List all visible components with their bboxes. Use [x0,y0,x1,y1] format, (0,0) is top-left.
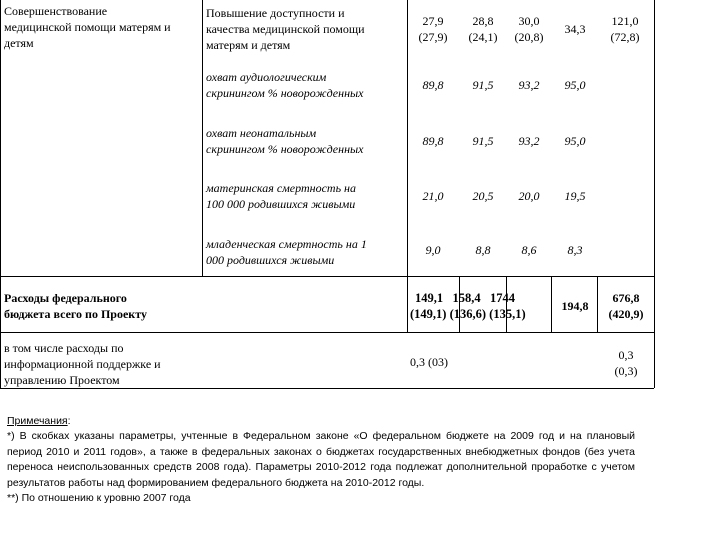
indicator-label-4: младенческая смертность на 1 000 родившихся живыми [206,237,367,267]
indicator-3-value-3: 20,0 [518,189,540,203]
indicator-label-2: охват неонатальным скринингом % новорожденных [206,126,364,156]
column-divider-year4 [551,276,552,332]
table-border-bottom [0,388,654,389]
expenses-values: 149,1 158,4 1744 (149,1) (136,6) (135,1) [410,291,526,321]
indicator-2-value-1: 89,8 [422,134,444,148]
subtask-title: Повышение доступности и качества медицинской помощи матерям и детям [206,6,365,52]
notes-footnote: **) По отношению к уровню 2007 года [7,492,191,505]
indicator-4-value-2: 8,8 [475,243,491,257]
notes-paragraph: *) В скобках указаны параметры, учтенные в Федеральном законе «О федеральном бюджете на 2009 год и на плановый период 2010 и 2011 годов», а также в федеральных законах о бюджетах государственных внебюджетных фондов (без учета переноса неиспользованных средств 2008 года). Параметры 2010-2012 года подлежат дополнительной проработке с учетом результатов работы над формированием федерального бюджета на 2010-2012 годы. [7,430,635,489]
expenses-total: 676,8 (420,9) [608,291,644,321]
expenses-label: Расходы федерального бюджета всего по Проекту [4,291,147,321]
indicator-label-3: материнская смертность на 100 000 родившихся живыми [206,181,356,211]
indicator-4-value-3: 8,6 [521,243,537,257]
head-value-year3: 30,0 (20,8) [514,14,544,44]
indicator-4-value-1: 9,0 [425,243,441,257]
indicator-3-value-1: 21,0 [422,189,444,203]
head-value-year4: 34,3 [564,22,586,36]
head-value-year2: 28,8 (24,1) [468,14,498,44]
indicator-4-value-4: 8,3 [567,243,583,257]
column-divider-total [597,276,598,332]
table-border-right [654,0,655,388]
info-expenses-total: 0,3 (0,3) [614,348,638,378]
indicator-1-value-3: 93,2 [518,78,540,92]
row-divider-info [0,332,654,333]
info-expenses-value: 0,3 (03) [410,355,448,369]
table-border-left [0,0,1,388]
indicator-1-value-4: 95,0 [564,78,586,92]
head-value-total: 121,0 (72,8) [610,14,640,44]
row-divider-expenses [0,276,654,277]
indicator-3-value-4: 19,5 [564,189,586,203]
column-divider-indicator [407,0,408,332]
indicator-3-value-2: 20,5 [472,189,494,203]
column-divider-label [202,0,203,276]
notes-block [7,414,635,506]
indicator-2-value-4: 95,0 [564,134,586,148]
info-expenses-label: в том числе расходы по информационной поддержке и управлению Проектом [4,341,161,387]
indicator-2-value-3: 93,2 [518,134,540,148]
indicator-1-value-1: 89,8 [422,78,444,92]
head-value-year1: 27,9 (27,9) [418,14,448,44]
indicator-2-value-2: 91,5 [472,134,494,148]
task-title: Совершенствование медицинской помощи матерям и детям [4,4,171,50]
indicator-1-value-2: 91,5 [472,78,494,92]
notes-heading: Примечания: [7,415,71,427]
indicator-label-1: охват аудиологическим скринингом % новорожденных [206,70,364,100]
expenses-value-year4: 194,8 [561,299,589,313]
